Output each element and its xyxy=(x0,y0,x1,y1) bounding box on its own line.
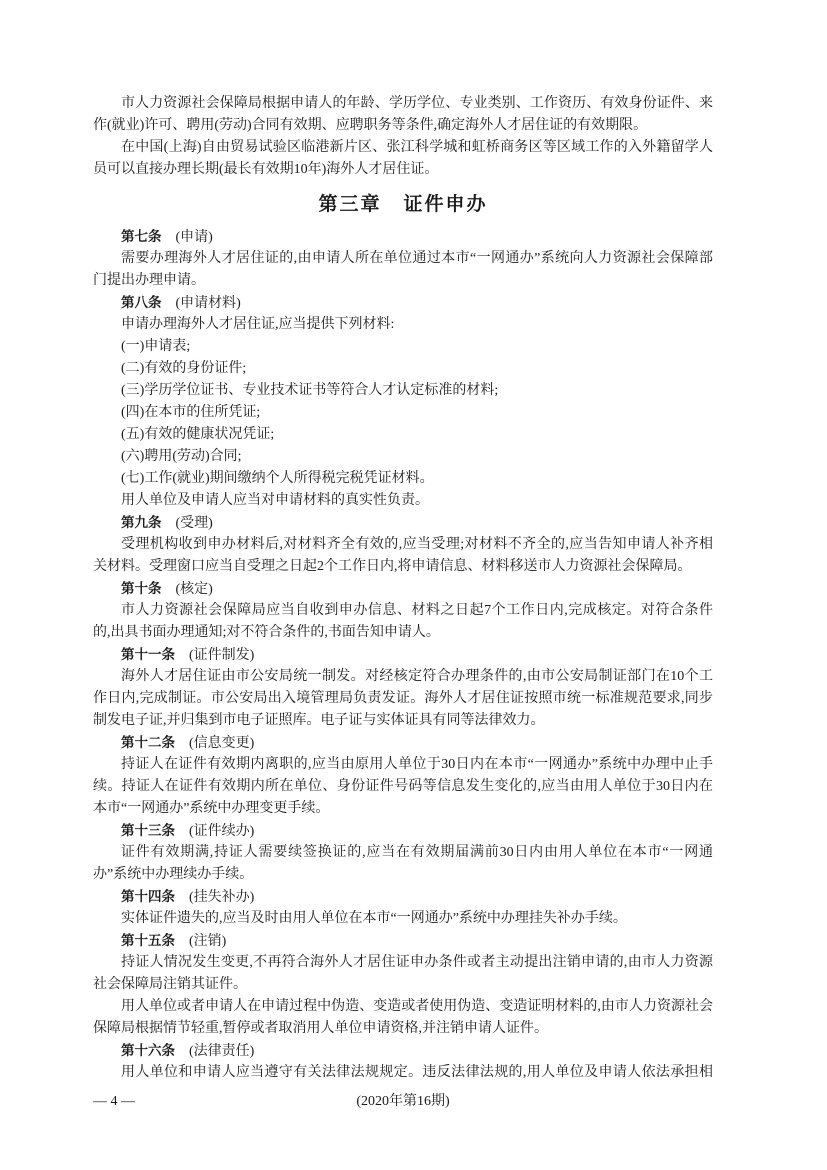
paragraph xyxy=(93,336,713,358)
page-number: — 4 — xyxy=(93,1094,135,1109)
text-line: 关材料。受理窗口应当自受理之日起2个工作日内,将申请信息、材料移送市人力资源社会保障局。 xyxy=(93,559,692,574)
text-line: 在中国(上海)自由贸易试验区临港新片区、张江科学城和虹桥商务区等区域工作的入外籍留学人 xyxy=(121,140,713,155)
article-number: 第十四条 xyxy=(121,889,175,905)
text-line: 社会保障局注销其证件。 xyxy=(93,977,247,992)
paragraph xyxy=(93,908,713,930)
paragraph xyxy=(93,380,713,402)
text-line: (一)申请表; xyxy=(121,339,191,354)
article-heading xyxy=(93,886,713,908)
article-number: 第十六条 xyxy=(121,1043,175,1059)
paragraph xyxy=(93,468,713,490)
text-line: 办”系统中办理续办手续。 xyxy=(93,867,254,882)
article-number: 第十二条 xyxy=(121,735,175,751)
article-number: 第十一条 xyxy=(121,647,175,663)
paragraph xyxy=(93,314,713,336)
text-line: (六)聘用(劳动)合同; xyxy=(121,449,242,464)
text-line: 作日内,完成制证。市公安局出入境管理局负责发证。海外人才居住证按照市统一标准规范要求,同步 xyxy=(93,691,713,706)
text-line: 实体证件遗失的,应当及时由用人单位在本市“一网通办”系统中办理挂失补办手续。 xyxy=(121,911,627,926)
text-line: 用人单位及申请人应当对申请材料的真实性负责。 xyxy=(121,493,429,508)
paragraph xyxy=(93,248,713,292)
paragraph xyxy=(93,424,713,446)
paragraph xyxy=(93,137,713,181)
paragraph xyxy=(93,996,713,1040)
article-title: (申请) xyxy=(175,230,213,245)
text-line: (三)学历学位证书、专业技术证书等符合人才认定标准的材料; xyxy=(121,383,499,398)
paragraph xyxy=(93,754,713,820)
text-line: 海外人才居住证由市公安局统一制发。对经核定符合办理条件的,由市公安局制证部门在10个工 xyxy=(121,669,713,684)
paragraph xyxy=(93,1062,713,1084)
article-number: 第七条 xyxy=(121,229,162,245)
text-line: 用人单位或者申请人在申请过程中伪造、变造或者使用伪造、变造证明材料的,由市人力资源社会 xyxy=(121,999,713,1014)
text-line: 持证人情况发生变更,不再符合海外人才居住证申办条件或者主动提出注销申请的,由市人力资源 xyxy=(121,955,713,970)
text-line: 市人力资源社会保障局应当自收到申办信息、材料之日起7个工作日内,完成核定。对符合条件 xyxy=(121,603,713,618)
article-title: (证件续办) xyxy=(189,824,255,839)
paragraph xyxy=(93,490,713,512)
article-number: 第十三条 xyxy=(121,823,175,839)
text-line: 续。持证人在证件有效期内所在单位、身份证件号码等信息发生变化的,应当由用人单位于30日内在 xyxy=(93,779,713,794)
article-heading xyxy=(93,820,713,842)
article-heading xyxy=(93,578,713,600)
article-number: 第十五条 xyxy=(121,933,175,949)
article-title: (受理) xyxy=(175,516,213,531)
text-line: (七)工作(就业)期间缴纳个人所得税完税凭证材料。 xyxy=(121,471,434,486)
text-line: (二)有效的身份证件; xyxy=(121,361,247,376)
article-heading xyxy=(93,732,713,754)
paragraph xyxy=(93,952,713,996)
paragraph xyxy=(93,600,713,644)
text-line: (五)有效的健康状况凭证; xyxy=(121,427,275,442)
article-heading xyxy=(93,226,713,248)
article-title: (注销) xyxy=(189,934,227,949)
document-body xyxy=(93,93,713,1084)
paragraph xyxy=(93,666,713,732)
text-line: 的,出具书面办理通知;对不符合条件的,书面告知申请人。 xyxy=(93,625,440,640)
text-line: 受理机构收到申办材料后,对材料齐全有效的,应当受理;对材料不齐全的,应当告知申请人补齐相 xyxy=(121,537,713,552)
text-line: 本市“一网通办”系统中办理变更手续。 xyxy=(93,801,330,816)
chapter-title: 证件申办 xyxy=(403,193,488,215)
text-line: 申请办理海外人才居住证,应当提供下列材料: xyxy=(121,317,395,332)
article-number: 第九条 xyxy=(121,515,162,531)
article-title: (核定) xyxy=(175,582,213,597)
article-title: (信息变更) xyxy=(189,736,255,751)
article-title: (挂失补办) xyxy=(189,890,255,905)
article-heading xyxy=(93,292,713,314)
paragraph xyxy=(93,534,713,578)
text-line: 作(就业)许可、聘用(劳动)合同有效期、应聘职务等条件,确定海外人才居住证的有效期限。 xyxy=(93,118,648,133)
text-line: 保障局根据情节轻重,暂停或者取消用人单位申请资格,并注销申请人证件。 xyxy=(93,1021,548,1036)
article-heading xyxy=(93,644,713,666)
article-heading xyxy=(93,930,713,952)
page-footer xyxy=(93,1091,713,1113)
paragraph xyxy=(93,93,713,137)
chapter-heading xyxy=(93,184,713,226)
article-title: (证件制发) xyxy=(189,648,255,663)
text-line: 持证人在证件有效期内离职的,应当由原用人单位于30日内在本市“一网通办”系统中办理中止手 xyxy=(121,757,713,772)
text-line: 门提出办理申请。 xyxy=(93,273,205,288)
article-heading xyxy=(93,512,713,534)
text-line: 需要办理海外人才居住证的,由申请人所在单位通过本市“一网通办”系统向人力资源社会保障部 xyxy=(121,251,713,266)
article-title: (申请材料) xyxy=(175,296,241,311)
text-line: (四)在本市的住所凭证; xyxy=(121,405,261,420)
paragraph xyxy=(93,358,713,380)
issue-label: (2020年第16期) xyxy=(356,1094,450,1109)
paragraph xyxy=(93,446,713,468)
text-line: 市人力资源社会保障局根据申请人的年龄、学历学位、专业类别、工作资历、有效身份证件、来 xyxy=(121,96,713,111)
article-title: (法律责任) xyxy=(189,1044,255,1059)
article-number: 第八条 xyxy=(121,295,162,311)
paragraph xyxy=(93,842,713,886)
text-line: 证件有效期满,持证人需要续签换证的,应当在有效期届满前30日内由用人单位在本市“一网通 xyxy=(121,845,713,860)
chapter-number: 第三章 xyxy=(318,193,382,215)
text-line: 制发电子证,并归集到市电子证照库。电子证与实体证具有同等法律效力。 xyxy=(93,713,545,728)
text-line: 员可以直接办理长期(最长有效期10年)海外人才居住证。 xyxy=(93,162,439,177)
paragraph xyxy=(93,402,713,424)
article-number: 第十条 xyxy=(121,581,162,597)
text-line: 用人单位和申请人应当遵守有关法律法规规定。违反法律法规的,用人单位及申请人依法承担相 xyxy=(121,1065,713,1080)
article-heading xyxy=(93,1040,713,1062)
